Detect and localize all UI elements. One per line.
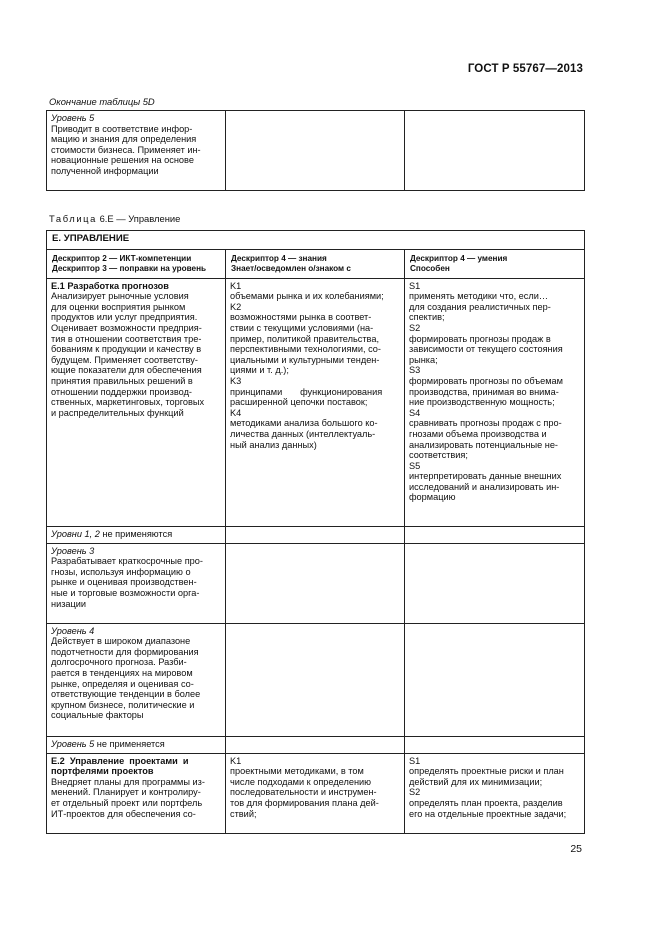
text-line: полученной информации — [51, 165, 159, 176]
text-line: формировать прогнозы продаж в — [409, 333, 551, 344]
text-line: K3 — [230, 375, 242, 386]
level-label: Уровень 3 — [51, 545, 95, 556]
text-line: будущем. Применяет соответству- — [51, 354, 198, 365]
table-cell — [47, 278, 226, 526]
text-line: мацию и знания для определения — [51, 134, 197, 145]
text-line: принципами функционирования — [230, 386, 383, 397]
table-cell — [226, 753, 405, 833]
text-line: тия в отношении соответствия тре- — [51, 333, 202, 344]
table-cell — [226, 623, 405, 736]
text-line: S4 — [409, 407, 421, 418]
header-line: Дескриптор 4 — умения — [410, 253, 508, 263]
text-line: K1 — [230, 280, 242, 291]
text-line: возможностями рынка в соответ- — [230, 312, 372, 323]
text-line: интерпретировать данные внешних — [409, 471, 562, 482]
text-line: S2 — [409, 322, 421, 333]
table-cell — [47, 111, 226, 191]
text-line: ный анализ данных) — [230, 439, 317, 450]
table-cell — [226, 278, 405, 526]
table-cell — [226, 111, 405, 191]
text-line: принятия правильных решений в — [51, 375, 193, 386]
table-row — [47, 736, 585, 753]
text-line: объемами рынка и их колебаниями; — [230, 291, 384, 302]
text-line: ственных, маркетинговых, торговых — [51, 397, 205, 408]
table-row — [47, 278, 585, 526]
table-cell — [226, 543, 405, 623]
text-line: для создания реалистичных пер- — [409, 301, 551, 312]
text-line: низации — [51, 598, 87, 609]
text-line: его на отдельные проектные задачи; — [409, 808, 567, 819]
text-line: рынке и оценивая производствен- — [51, 577, 197, 588]
table-cell — [405, 543, 585, 623]
competence-title: E.2 Управление проектами и — [51, 755, 189, 766]
text-line: проектными методиками, в том — [230, 766, 364, 777]
level-label: Уровень 5 — [51, 738, 95, 749]
text-line: числе подходами к определению — [230, 776, 372, 787]
text-line: определять план проекта, разделив — [409, 797, 563, 808]
table-row — [47, 526, 585, 543]
text-line: ствии с текущими условиями (на- — [230, 322, 374, 333]
table-row — [47, 543, 585, 623]
text-line: рынке, определяя и оценивая со- — [51, 678, 194, 689]
header-line: Знает/осведомлен о/знаком с — [231, 263, 351, 273]
text-line: стоимости бизнеса. Применяет ин- — [51, 144, 201, 155]
section-title: E. УПРАВЛЕНИЕ — [47, 231, 585, 250]
text-line: тов для формирования плана дей- — [230, 797, 379, 808]
text-line: Анализирует рыночные условия — [51, 291, 189, 302]
levels-note: не применяются — [99, 528, 173, 539]
table-cell — [405, 736, 585, 753]
caption-label: Таблица — [49, 213, 97, 224]
text-line: применять методики что, если… — [409, 291, 549, 302]
text-line: пример, политикой правительства, — [230, 333, 379, 344]
text-line: формацию — [409, 492, 456, 503]
page-number: 25 — [570, 843, 582, 855]
header-line: Дескриптор 4 — знания — [231, 253, 327, 263]
table-row — [47, 249, 585, 278]
table-cell — [47, 543, 226, 623]
text-line: гнозами объема производства и — [409, 428, 547, 439]
text-line: Приводит в соответствие инфор- — [51, 123, 193, 134]
text-line: циями и т. д.); — [230, 365, 289, 376]
table-row — [47, 231, 585, 250]
text-line: K2 — [230, 301, 242, 312]
text-line: рается в тенденциях на мировом — [51, 667, 193, 678]
table-5d-caption: Окончание таблицы 5D — [49, 96, 155, 107]
text-line: циальными и культурными тенден- — [230, 354, 380, 365]
text-line: продуктов или услуг предприятия. — [51, 312, 198, 323]
text-line: личества данных (интеллектуаль- — [230, 428, 376, 439]
caption-title: 6.E — Управление — [96, 213, 181, 224]
text-line: анализировать потенциальные не- — [409, 439, 558, 450]
text-line: K4 — [230, 407, 242, 418]
text-line: ответствующие тенденции в более — [51, 689, 201, 700]
header-line: Дескриптор 3 — поправки на уровень — [52, 263, 207, 273]
table-row — [47, 623, 585, 736]
table-cell — [405, 623, 585, 736]
text-line: сравнивать прогнозы продаж с про- — [409, 418, 562, 429]
text-line: Разрабатывает краткосрочные про- — [51, 556, 203, 567]
text-line: соответствия; — [409, 450, 468, 461]
table-cell — [405, 111, 585, 191]
text-line: формировать прогнозы по объемам — [409, 375, 563, 386]
text-line: производства, принимая во внима- — [409, 386, 559, 397]
text-line: S2 — [409, 787, 421, 798]
header-line: Дескриптор 2 — ИКТ-компетенции — [52, 253, 192, 263]
table-cell — [47, 736, 226, 753]
text-line: бованиям к продукции и качеству в — [51, 344, 202, 355]
level-label: Уровень 4 — [51, 625, 95, 636]
level-note: не применяется — [94, 738, 165, 749]
text-line: социальные факторы — [51, 710, 144, 721]
text-line: S1 — [409, 280, 421, 291]
table-cell — [47, 623, 226, 736]
competence-title: E.1 Разработка прогнозов — [51, 280, 169, 291]
text-line: исследований и анализировать ин- — [409, 481, 560, 492]
text-line: определять проектные риски и план — [409, 766, 564, 777]
text-line: крупном бизнесе, политические и — [51, 699, 195, 710]
text-line: Внедряет планы для программы из- — [51, 776, 205, 787]
table-cell — [226, 526, 405, 543]
column-header — [405, 249, 585, 278]
table-cell — [405, 526, 585, 543]
text-line: K1 — [230, 755, 242, 766]
text-line: действий для их минимизации; — [409, 776, 543, 787]
table-cell — [405, 278, 585, 526]
text-line: ствий; — [230, 808, 257, 819]
text-line: и распределительных функций — [51, 407, 184, 418]
text-line: менений. Планирует и контролиру- — [51, 787, 201, 798]
text-line: отношении поддержки производ- — [51, 386, 192, 397]
level-label: Уровень 5 — [51, 113, 95, 123]
table-row — [47, 111, 585, 191]
text-line: ные и торговые возможности орга- — [51, 587, 200, 598]
text-line: гнозы, используя информацию о — [51, 566, 191, 577]
document-standard-number: ГОСТ Р 55767—2013 — [467, 63, 583, 75]
text-line: подотчетности для формирования — [51, 646, 199, 657]
text-line: новационные решения на основе — [51, 155, 194, 166]
text-line: Оценивает возможности предприя- — [51, 322, 202, 333]
competence-title: портфелями проектов — [51, 766, 154, 777]
text-line: ИТ-проектов для обеспечения со- — [51, 808, 196, 819]
text-line: методиками анализа большого ко- — [230, 418, 378, 429]
text-line: S5 — [409, 460, 421, 471]
text-line: спектив; — [409, 312, 445, 323]
table-6e — [46, 230, 585, 834]
text-line: зависимости от текущего состояния — [409, 344, 563, 355]
text-line: расширенной цепочки поставок; — [230, 397, 368, 408]
text-line: Действует в широком диапазоне — [51, 636, 191, 647]
table-cell — [47, 753, 226, 833]
text-line: для оценки восприятия рынком — [51, 301, 186, 312]
table-cell — [226, 736, 405, 753]
text-line: перспективными технологиями, со- — [230, 344, 381, 355]
table-cell — [47, 526, 226, 543]
table-5d — [46, 110, 585, 191]
column-header — [47, 249, 226, 278]
text-line: последовательности и инструмен- — [230, 787, 377, 798]
header-line: Способен — [410, 263, 450, 273]
levels-label: Уровни 1, 2 — [51, 528, 100, 539]
table-6e-caption — [49, 214, 180, 225]
text-line: S3 — [409, 365, 421, 376]
text-line: ющие показатели для обеспечения — [51, 365, 202, 376]
table-row — [47, 753, 585, 833]
table-cell — [405, 753, 585, 833]
text-line: ет отдельный проект или портфель — [51, 797, 203, 808]
text-line: рынка; — [409, 354, 438, 365]
text-line: S1 — [409, 755, 421, 766]
column-header — [226, 249, 405, 278]
text-line: долгосрочного прогноза. Разби- — [51, 657, 187, 668]
text-line: ние производственную мощность; — [409, 397, 555, 408]
